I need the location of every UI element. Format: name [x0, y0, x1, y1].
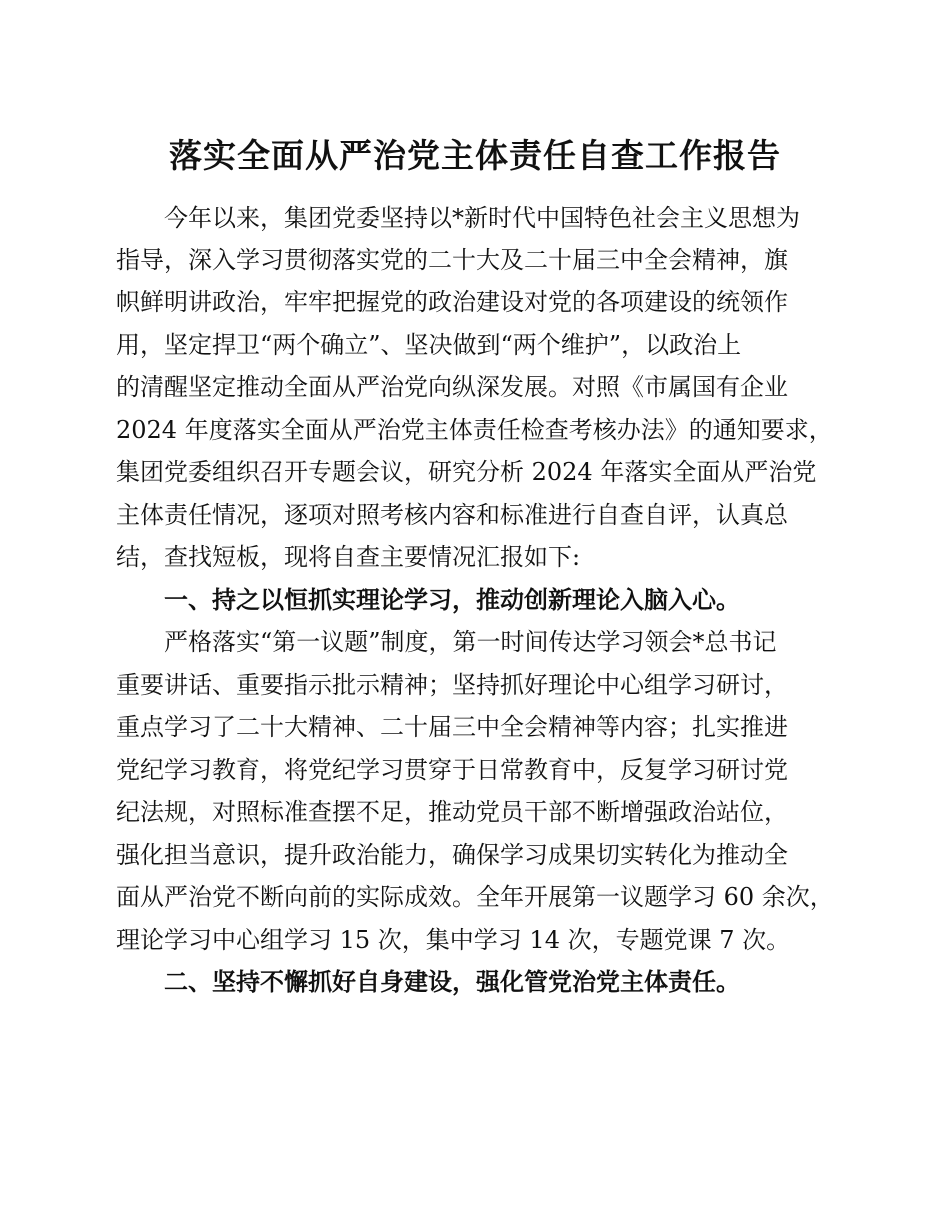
paragraph-line: 指导，深入学习贯彻落实党的二十大及二十届三中全会精神，旗: [116, 246, 788, 274]
paragraph-line: 集团党委组织召开专题会议，研究分析 2024 年落实全面从严治党: [116, 458, 817, 486]
paragraph-line: 纪法规，对照标准查摆不足，推动党员干部不断增强政治站位，: [116, 798, 788, 826]
paragraph-line: 重点学习了二十大精神、二十届三中全会精神等内容；扎实推进: [116, 713, 788, 741]
paragraph-line: 帜鲜明讲政治，牢牢把握党的政治建设对党的各项建设的统领作: [116, 288, 788, 316]
paragraph-line: 结，查找短板，现将自查主要情况汇报如下:: [116, 543, 581, 571]
paragraph-line: 面从严治党不断向前的实际成效。全年开展第一议题学习 60 余次，: [116, 883, 834, 911]
paragraph-line: 严格落实“第一议题”制度，第一时间传达学习领会*总书记: [164, 628, 777, 656]
paragraph-line: 2024 年度落实全面从严治党主体责任检查考核办法》的通知要求，: [116, 416, 833, 444]
paragraph-line: 主体责任情况，逐项对照考核内容和标准进行自查自评，认真总: [116, 501, 788, 529]
paragraph-line: 用，坚定捍卫“两个确立”、坚决做到“两个维护”，以政治上: [116, 331, 742, 359]
paragraph-line: 理论学习中心组学习 15 次，集中学习 14 次，专题党课 7 次。: [116, 926, 791, 954]
paragraph-line: 的清醒坚定推动全面从严治党向纵深发展。对照《市属国有企业: [116, 373, 788, 401]
paragraph-line: 强化担当意识，提升政治能力，确保学习成果切实转化为推动全: [116, 841, 788, 869]
section-heading-2: 二、坚持不懈抓好自身建设，强化管党治党主体责任。: [164, 968, 740, 996]
section-heading-1: 一、持之以恒抓实理论学习，推动创新理论入脑入心。: [164, 586, 740, 614]
paragraph-line: 重要讲话、重要指示批示精神；坚持抓好理论中心组学习研讨，: [116, 671, 788, 699]
paragraph-line: 今年以来，集团党委坚持以*新时代中国特色社会主义思想为: [164, 204, 800, 232]
document-title: 落实全面从严治党主体责任自查工作报告: [169, 136, 781, 175]
paragraph-line: 党纪学习教育，将党纪学习贯穿于日常教育中，反复学习研讨党: [116, 756, 788, 784]
